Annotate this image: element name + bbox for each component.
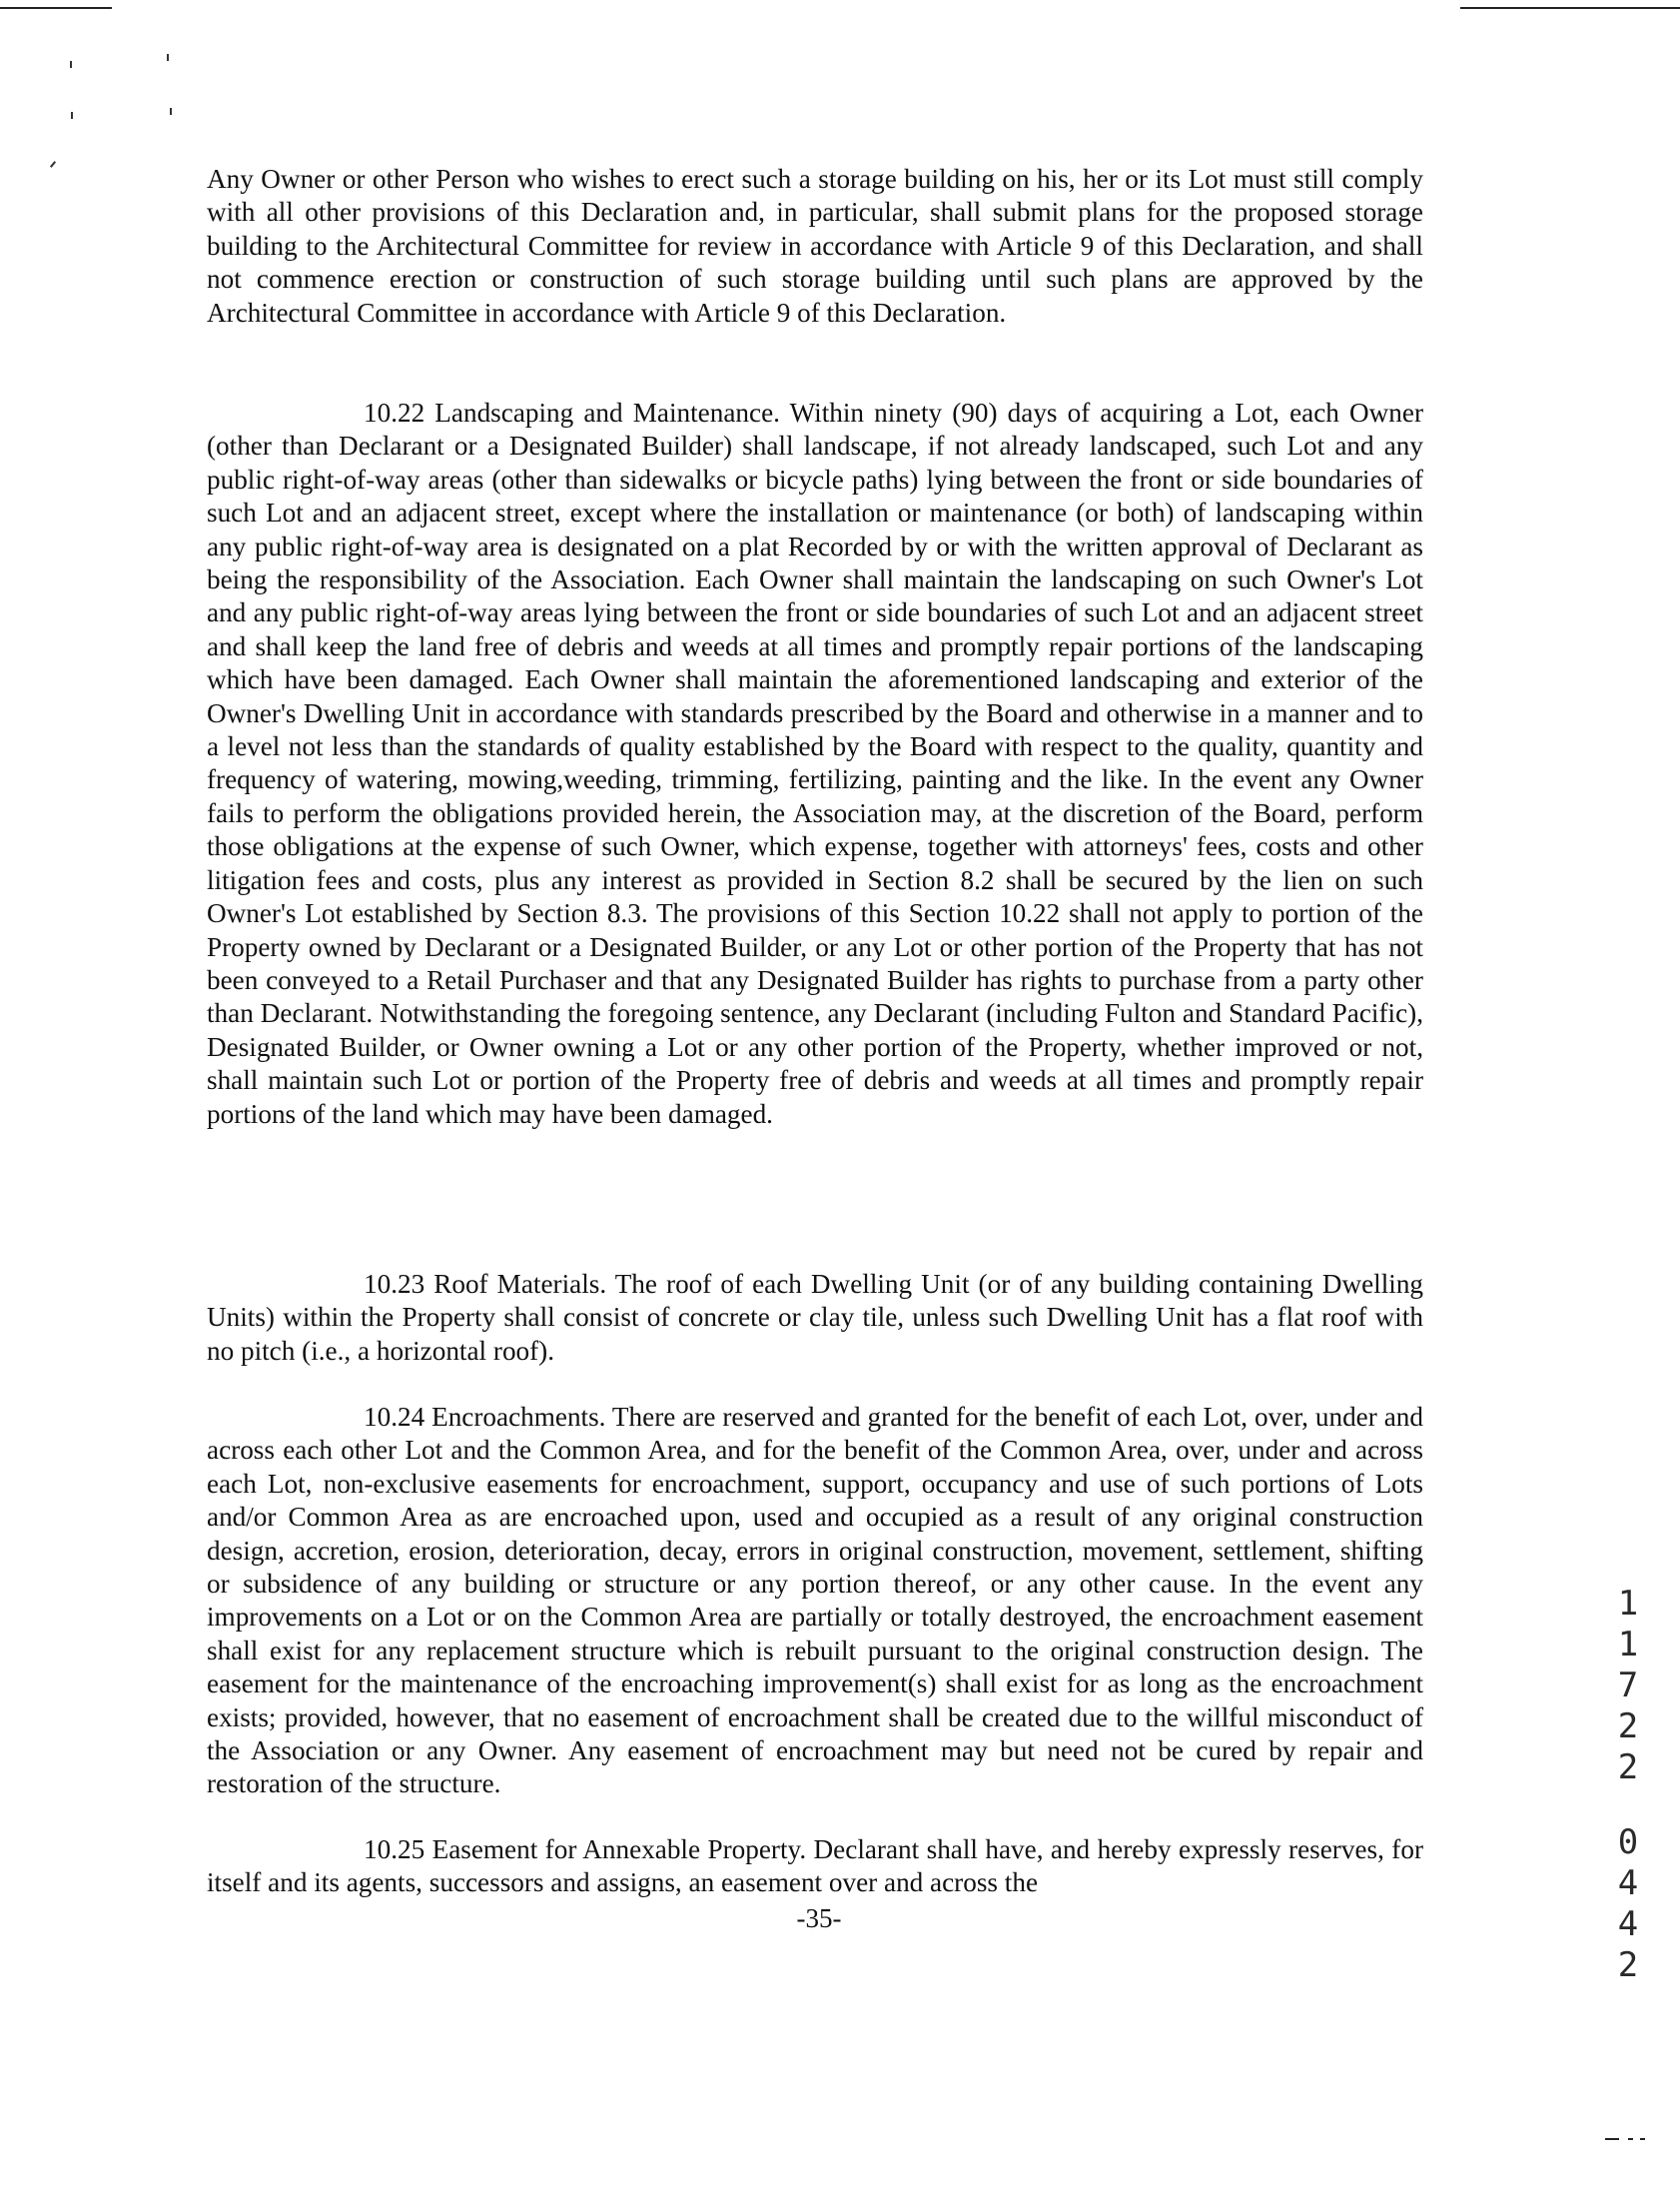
recording-digit: 2 [1617,1747,1639,1787]
recording-digit: 7 [1617,1665,1639,1705]
paragraph-section-10-25 [207,1833,1423,1900]
recording-digit: 2 [1617,1706,1639,1746]
scan-artifact-tick [50,161,56,168]
scan-artifact-line-right [1460,7,1680,9]
section-heading: 10.22 Landscaping and Maintenance. [364,398,780,428]
recording-digit: 4 [1617,1904,1639,1944]
scan-artifact-tick [167,54,169,61]
section-heading: 10.24 Encroachments. [364,1402,606,1432]
recording-number-gap [1613,1788,1643,1822]
page-number: -35- [796,1903,842,1933]
paragraph-section-10-22 [207,397,1423,1131]
paragraph-text: Declarant shall have, and hereby expressly reserves, for itself and its agents, successors and assigns, an easement over and across the [207,1834,1424,1898]
section-heading: 10.23 Roof Materials. [364,1269,607,1299]
scan-artifact-dash [1640,2138,1645,2140]
paragraph-section-10-23 [207,1268,1423,1368]
paragraph-text: There are reserved and granted for the benefit of each Lot, over, under and across each other Lot and the Common Area, and for the benefit of the Common Area, over, under and across each Lot, non-exclusive easements for encroachment, support, occupancy and use of such portions of Lots and/or Common Area as are encroached upon, used and occupied as a result of any original construction design, accretion, erosion, deterioration, decay, errors in original construction, movement, settlement, shifting or subsidence of any building or structure or any portion thereof, or any other cause. In the event any improvements on a Lot or on the Common Area are partially or totally destroyed, the encroachment easement shall exist for any replacement structure which is rebuilt pursuant to the original construction design. The easement for the maintenance of the encroaching improvement(s) shall exist for as long as the encroachment exists; provided, however, that no easement of encroachment shall be created due to the willful misconduct of the Association or any Owner. Any easement of encroachment may but need not be cured by repair and restoration of the structure. [207,1402,1423,1799]
paragraph-text: Any Owner or other Person who wishes to erect such a storage building on his, her or its Lot must still comply with all other provisions of this Declaration and, in particular, shall submit plans for the proposed storage building to the Architectural Committee for review in accordance with Article 9 of this Declaration, and shall not commence erection or construction of such storage building until such plans are approved by the Architectural Committee in accordance with Article 9 of this Declaration. [207,164,1423,328]
recording-digit: 0 [1617,1822,1639,1862]
paragraph-storage-building [207,163,1423,330]
scan-artifact-tick [71,112,73,119]
scan-artifact-tick [170,108,172,115]
scan-artifact-line-left [0,7,112,9]
scan-artifact-tick [70,61,72,68]
paragraph-text: The roof of each Dwelling Unit (or of any building containing Dwelling Units) within the Property shall consist of concrete or clay tile, unless such Dwelling Unit has a flat roof with no pitch (i.e., a horizontal roof). [207,1269,1424,1366]
section-heading: 10.25 Easement for Annexable Property. [364,1834,807,1864]
paragraph-section-10-24 [207,1401,1423,1801]
paragraph-text: Within ninety (90) days of acquiring a Lot, each Owner (other than Declarant or a Designated Builder) shall landscape, if not already landscaped, such Lot and any public right-of-way areas (other than sidewalks or bicycle paths) lying between the front or side boundaries of such Lot and an adjacent street, except where the installation or maintenance (or both) of landscaping within any public right-of-way area is designated on a plat Recorded by or with the written approval of Declarant as being the responsibility of the Association. Each Owner shall maintain the landscaping on such Owner's Lot and any public right-of-way areas lying between the front or side boundaries of such Lot and an adjacent street and shall keep the land free of debris and weeds at all times and promptly repair portions of the landscaping which have been damaged. Each Owner shall maintain the aforementioned landscaping and exterior of the Owner's Dwelling Unit in accordance with standards prescribed by the Board and otherwise in a manner and to a level not less than the standards of quality established by the Board with respect to the quality, quantity and frequency of watering, mowing,weeding, trimming, fertilizing, painting and the like. In the event any Owner fails to perform the obligations provided herein, the Association may, at the discretion of the Board, perform those obligations at the expense of such Owner, which expense, together with attorneys' fees, costs and other litigation fees and costs, plus any interest as provided in Section 8.2 shall be secured by the lien on such Owner's Lot established by Section 8.3. The provisions of this Section 10.22 shall not apply to portion of the Property owned by Declarant or a Designated Builder, or any Lot or other portion of the Property that has not been conveyed to a Retail Purchaser and that any Designated Builder has rights to purchase from a party other than Declarant. Notwithstanding the foregoing sentence, any Declarant (including Fulton and Standard Pacific), Designated Builder, or Owner owning a Lot or any other portion of the Property, whether improved or not, shall maintain such Lot or portion of the Property free of debris and weeds at all times and promptly repair portions of the land which may have been damaged. [207,398,1424,1129]
recording-digit: 1 [1617,1584,1639,1624]
scan-artifact-dash [1628,2138,1633,2140]
recording-digit: 2 [1617,1945,1639,1985]
recording-number [1613,1584,1643,1986]
recording-digit: 1 [1617,1625,1639,1664]
scan-artifact-dash [1605,2138,1619,2140]
recording-digit: 4 [1617,1863,1639,1903]
